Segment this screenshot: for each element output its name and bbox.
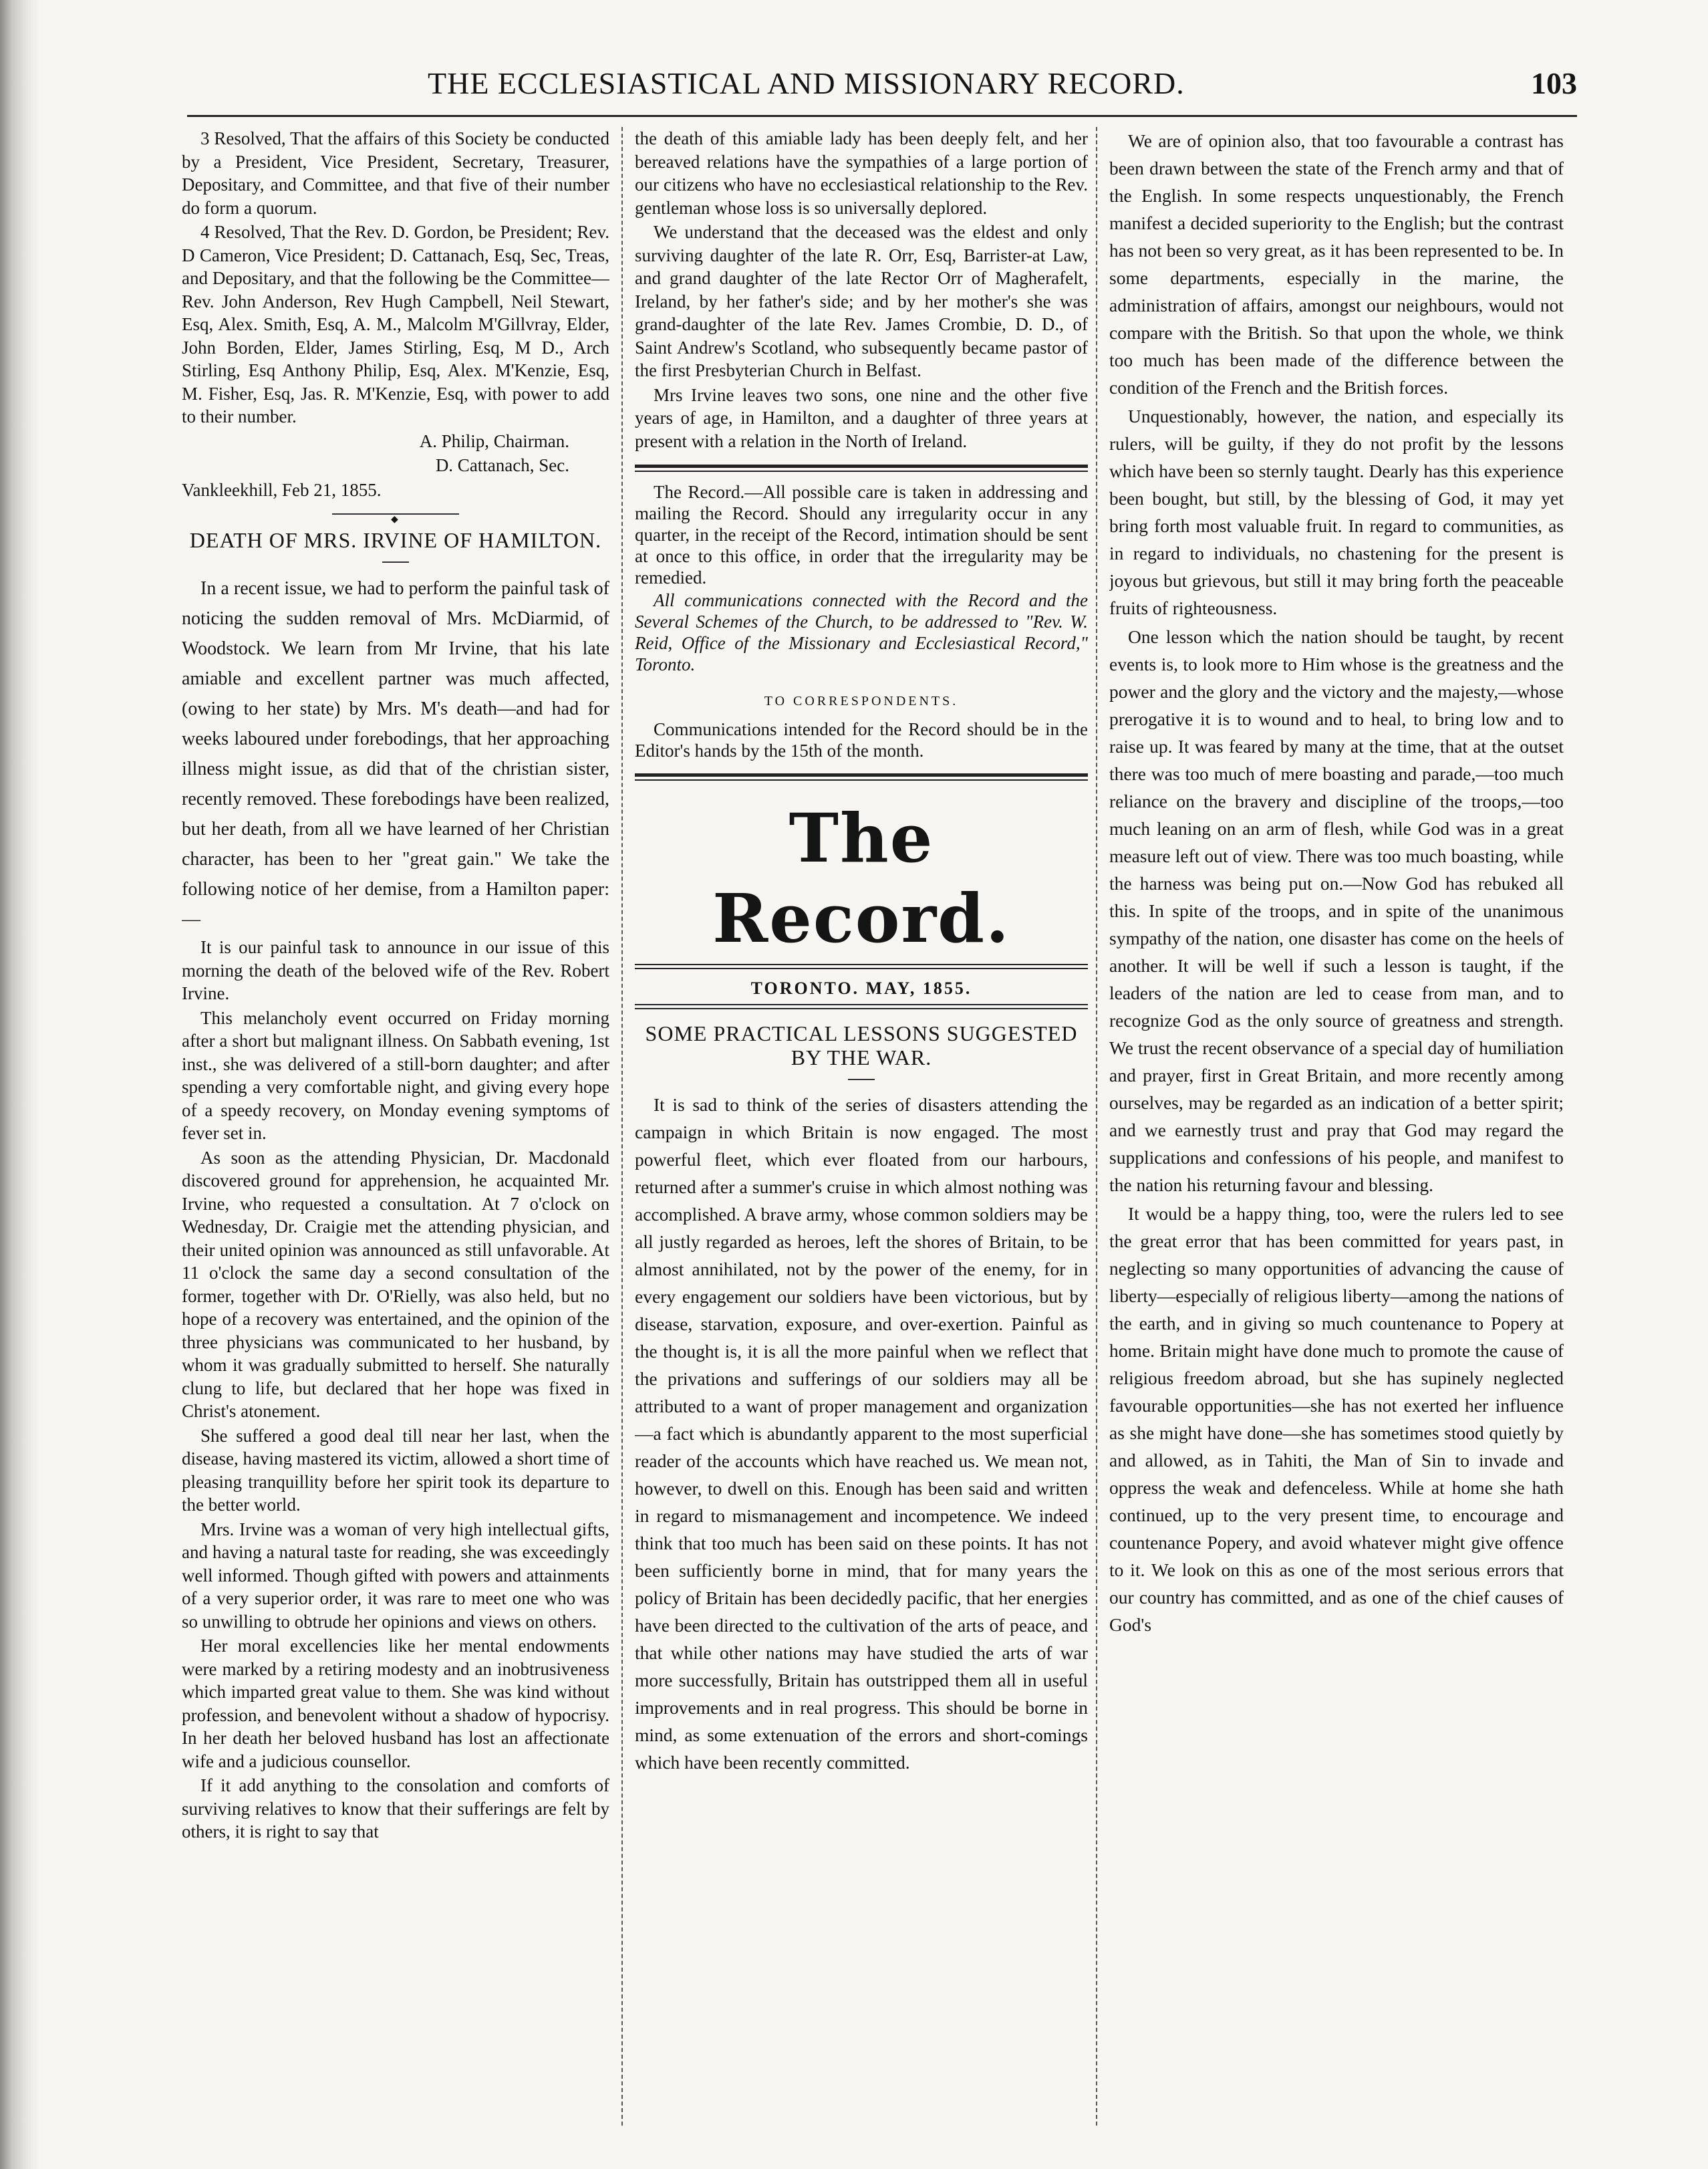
paragraph: If it add anything to the consolation and comforts of surviving relatives to know that their sufferings are felt by others, it is right to say that	[182, 1775, 609, 1841]
article-paragraph: It is sad to think of the series of disasters attending the campaign in which Britain is now engaged. The most powerful fleet, which ever floated from our harbours, returned after a summer's cruise in which almost nothing was accomplished. A brave army, whose common soldiers may be all justly regarded as heroes, left the shores of Britain, to be almost annihilated, not by the power of the enemy, for in every engagement our soldiers have been victorious, but by disease, starvation, exposure, and over-exertion. Painful as the thought is, it is all the more painful when we reflect that the privations and sufferings of our soldiers may all be attributed to a want of proper management and organization—a fact which is abundantly apparent to the most superficial reader of the accounts which have reached us. We mean not, however, to dwell on this. Enough has been said and written in regard to mismanagement and incompetence. We indeed think that too much has been said on these points. It has not been sufficiently borne in mind, that for many years the policy of Britain has been decidedly pacific, that her energies have been directed to the cultivation of the arts of peace, and that while other nations may have studied the arts of war more successfully, Britain has outstripped them all in useful improvements and in real progress. This should be borne in mind, as some extenuation of the errors and short-comings which have been recently committed.	[635, 1094, 1088, 1773]
masthead-rule	[635, 779, 1088, 781]
left-column	[182, 127, 609, 2126]
address-notice: All communications connected with the Record and the Several Schemes of the Church, to be addressed to "Rev. W. Reid, Office of the Missionary and Ecclesiastical Record," Toronto.	[635, 590, 1088, 674]
short-rule	[848, 1079, 875, 1080]
short-rule	[382, 561, 409, 563]
paragraph: Mrs Irvine leaves two sons, one nine and the other five years of age, in Hamilton, and a daughter of three years at present with a relation in the North of Ireland.	[635, 384, 1088, 451]
masthead-rule	[635, 773, 1088, 777]
middle-column	[635, 127, 1088, 2126]
resolution: 3 Resolved, That the affairs of this Society be conducted by a President, Vice President, Secretary, Treasurer, Depositary, and Committee, and that five of their number do form a quorum.	[182, 128, 609, 218]
page-binding-shadow	[0, 0, 40, 2169]
article-paragraph: We are of opinion also, that too favourable a contrast has been drawn between the state of the French army and that of the English. In some respects unquestionably, the French manifest a decided superiority to the English; but the contrast has not been so very great, as it has been represented to be. In some departments, especially in the marine, the administration of affairs, amongst our neighbours, would not compare with the British. So that upon the whole, we think too much has been made of the difference between the condition of the French and the British forces.	[1109, 130, 1564, 398]
page-header	[187, 66, 1577, 112]
correspondents-heading: TO CORRESPONDENTS.	[764, 694, 959, 709]
paragraph: This melancholy event occurred on Friday morning after a short but malignant illness. On Sabbath evening, 1st inst., she was delivered of a still-born daughter; and after spending a very comfortable night, and giving every hope of a speedy recovery, on Monday evening symptoms of fever set in.	[182, 1007, 609, 1143]
article-paragraph: One lesson which the nation should be taught, by recent events is, to look more to Him whose is the greatness and the power and the glory and the victory and the majesty,—whose prerogative it is to wound and to heal, to bring low and to raise up. It was feared by many at the time, that at the outset there was too much of mere boasting and parade,—too much reliance on the bravery and discipline of the troops,—too much leaning on an arm of flesh, while God was in a great measure left out of view. There was too much boasting, while the harness was being put on.—Now God has rebuked all this. In spite of the troops, and in spite of the unanimous sympathy of the nation, one disaster has come on the heels of another. It will be well if such a lesson is taught, if the leaders of the nation are led to cease from man, and to recognize God as the only source of greatness and strength. We trust the recent observance of a special day of humiliation and prayer, first in Great Britain, and more recently among ourselves, may be regarded as an indication of a better spirit; and we earnestly trust and pray that God may regard the supplications and confessions of his people, and manifest to the nation his returning favour and blessing.	[1109, 626, 1564, 1195]
paragraph: It is our painful task to announce in our issue of this morning the death of the beloved wife of the Rev. Robert Irvine.	[182, 937, 609, 1003]
section-rule	[635, 471, 1088, 472]
section-rule	[635, 465, 1088, 468]
resolution: 4 Resolved, That the Rev. D. Gordon, be President; Rev. D Cameron, Vice President; D. Cattanach, Esq, Sec, Treas, and Depositary, and that the following be the Committee—Rev. John Anderson, Rev Hugh Campbell, Neil Stewart, Esq, Alex. Smith, Esq, A. M., Malcolm M'Gillvray, Elder, John Borden, Elder, James Stirling, Esq, M D., Arch Stirling, Esq Anthony Philip, Esq, Alex. M'Kenzie, Esq, M. Fisher, Esq, Jas. R. M'Kenzie, Esq, with power to add to their number.	[182, 222, 609, 426]
death-notice-heading: DEATH OF MRS. IRVINE OF HAMILTON.	[189, 528, 602, 552]
record-masthead: The Record.	[712, 798, 1010, 958]
paragraph: Mrs. Irvine was a woman of very high intellectual gifts, and having a natural taste for reading, she was exceedingly well informed. Though gifted with powers and attainments of a very superior order, it was rare to meet one who was so unwilling to obtrude her opinions and views on others.	[182, 1519, 609, 1632]
paragraph: In a recent issue, we had to perform the painful task of noticing the sudden removal of Mrs. McDiarmid, of Woodstock. We learn from Mr Irvine, that his late amiable and excellent partner was much affected, (owing to her state) by Mrs. M's death—and had for weeks laboured under forebodings, that her approaching illness might issue, as did that of the christian sister, recently removed. These forebodings have been realized, but her death, from all we have learned of her Christian character, has been to her "great gain." We take the following notice of her demise, from a Hamilton paper:—	[182, 578, 609, 930]
paragraph: Her moral excellencies like her mental endowments were marked by a retiring modesty and an inobtrusiveness which imparted great value to them. She was kind without profession, and benevolent without a shadow of hypocrisy. In her death her beloved husband has lost an affectionate wife and a judicious counsellor.	[182, 1636, 609, 1771]
right-column	[1109, 127, 1564, 2126]
page-number: 103	[1531, 66, 1577, 100]
correspondents-notice: Communications intended for the Record should be in the Editor's hands by the 15th of the month.	[635, 719, 1088, 761]
signature-chairman: A. Philip, Chairman.	[419, 430, 569, 451]
article-paragraph: Unquestionably, however, the nation, and especially its rulers, will be guilty, if they do not profit by the lessons which have been so sternly taught. Dearly has this experience been bought, but still, by the blessing of God, it may yet bring forth most valuable fruit. In regard to communities, as in regard to individuals, no chastening for the present is joyous but grievous, but still it may bring forth the peaceable fruits of righteousness.	[1109, 406, 1564, 618]
record-dateline: TORONTO. MAY, 1855.	[750, 978, 972, 998]
signature-secretary: D. Cattanach, Sec.	[435, 455, 569, 475]
paragraph: We understand that the deceased was the eldest and only surviving daughter of the late R. Orr, Esq, Barrister-at Law, and grand daughter of the late Rector Orr of Magherafelt, Ireland, by her father's side; and by her mother's she was grand-daughter of the late Rev. James Crombie, D. D., of Saint Andrew's Scotland, who subsequently became pastor of the first Presbyterian Church in Belfast.	[635, 222, 1088, 380]
paragraph: As soon as the attending Physician, Dr. Macdonald discovered ground for apprehension, he acquainted Mr. Irvine, who requested a consultation. At 7 o'clock on Wednesday, Dr. Craigie met the attending physician, and their united opinion was announced as still unfavorable. At 11 o'clock the same day a second consultation of the former, together with Dr. O'Rielly, was also held, but no hope of a recovery was entertained, and the opinion of the three physicians was communicated to her husband, by whom it was gradually submitted to herself. She naturally clung to life, but declared that her hope was fixed in Christ's atonement.	[182, 1147, 609, 1421]
running-title: THE ECCLESIASTICAL AND MISSIONARY RECORD.	[428, 66, 1185, 100]
paragraph: the death of this amiable lady has been deeply felt, and her bereaved relations have the sympathies of a large portion of our citizens who have no ecclesiastical relationship to the Rev. gentleman whose loss is so universally deplored.	[635, 128, 1088, 218]
header-rule	[187, 115, 1577, 117]
masthead-rule	[635, 1004, 1088, 1009]
article-heading: SOME PRACTICAL LESSONS SUGGESTED BY THE WAR.	[645, 1021, 1078, 1069]
article-paragraph: It would be a happy thing, too, were the rulers led to see the great error that has been committed for years past, in neglecting so many opportunities of advancing the cause of liberty—especially of religious liberty—among the nations of the earth, and in giving so much countenance to Popery at home. Britain might have done much to promote the cause of religious freedom abroad, but she has supinely neglected favourable opportunities—she has not exerted her influence as she might have done—she has sometimes stood quietly by and allowed, as in Tahiti, the Man of Sin to invade and oppress the weak and defenceless. While at home she hath continued, up to the very present time, to encourage and countenance Popery, and avoid whatever might give offence to it. We look on this as one of the most serious errors that our country has committed, and as one of the chief causes of God's	[1109, 1203, 1564, 1635]
column-divider	[621, 127, 623, 2126]
paragraph: She suffered a good deal till near her last, when the disease, having mastered its victim, allowed a short time of pleasing tranquillity before her spirit took its departure to the better world.	[182, 1425, 609, 1515]
masthead-rule	[635, 964, 1088, 969]
dateline: Vankleekhill, Feb 21, 1855.	[182, 479, 382, 500]
ornament-rule: ◆	[332, 513, 459, 516]
mailing-notice: The Record.—All possible care is taken in addressing and mailing the Record. Should any irregularity occur in any quarter, in the receipt of the Record, intimation should be sent at once to this office, in order that the irregularity may be remedied.	[635, 482, 1088, 588]
column-divider	[1096, 127, 1097, 2126]
